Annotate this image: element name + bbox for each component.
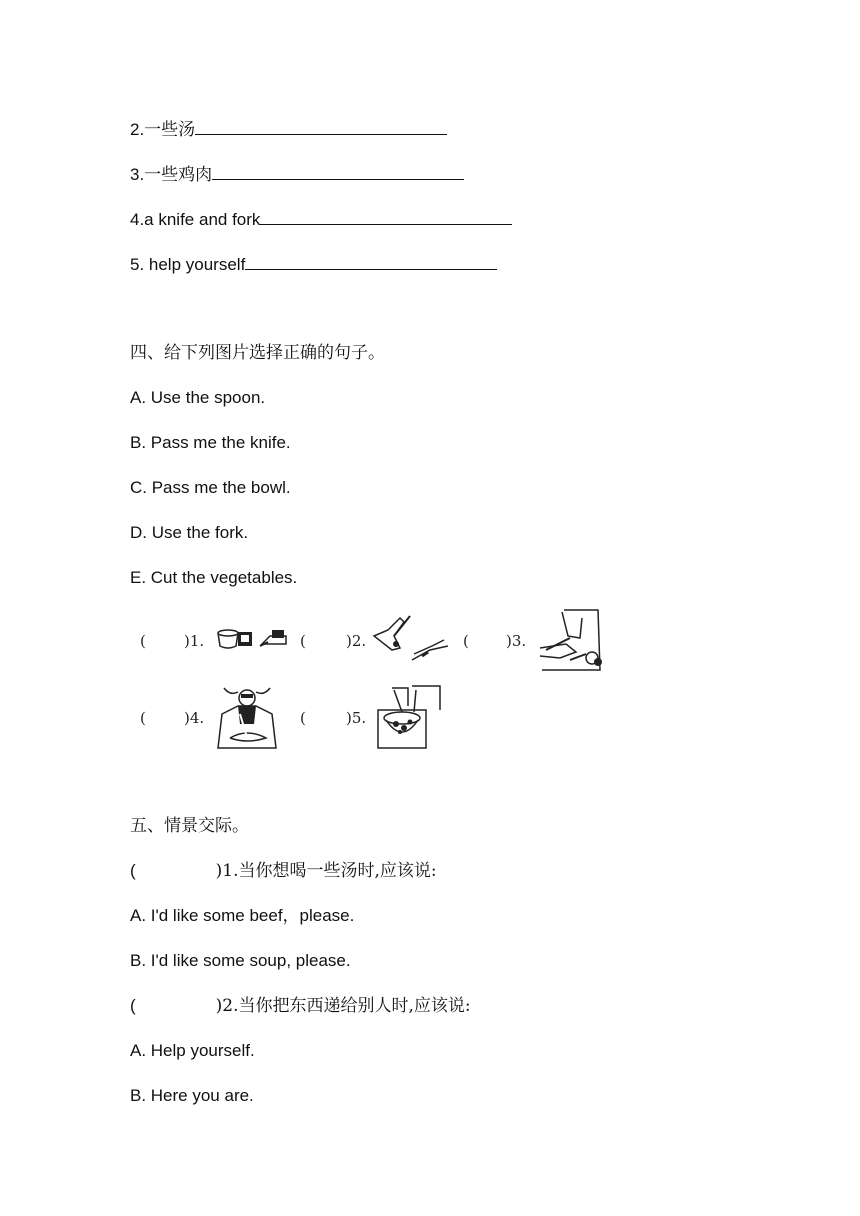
question-1-option-b: B. I'd like some soup, please. — [130, 951, 351, 970]
fill-item-prompt: 2.一些汤 — [130, 120, 196, 139]
vegetables-bowl-icon — [374, 684, 446, 750]
answer-blank[interactable] — [195, 117, 447, 135]
picture-1-number[interactable]: )1. — [184, 632, 205, 650]
fill-item-4 — [130, 207, 512, 231]
picture-5-number[interactable]: )5. — [346, 709, 367, 727]
picture-2-open: ( — [300, 632, 306, 650]
option-c: C. Pass me the bowl. — [130, 478, 291, 497]
picture-2-number[interactable]: )2. — [346, 632, 367, 650]
bowls-icon — [210, 626, 290, 652]
question-2 — [130, 995, 471, 1017]
picture-4-open: ( — [140, 709, 146, 727]
answer-paren-open[interactable]: ( — [130, 861, 136, 880]
picture-3-number[interactable]: )3. — [506, 632, 527, 650]
fill-item-prompt: 5. help yourself — [130, 255, 246, 274]
fill-item-2 — [130, 117, 447, 141]
question-1-prompt: )1.当你想喝一些汤时,应该说: — [215, 861, 437, 881]
answer-paren-open[interactable]: ( — [130, 996, 136, 1015]
question-2-prompt: )2.当你把东西递给别人时,应该说: — [215, 996, 471, 1016]
knife-pass-icon — [370, 614, 450, 666]
option-e: E. Cut the vegetables. — [130, 568, 298, 587]
option-b: B. Pass me the knife. — [130, 433, 291, 452]
question-2-option-a: A. Help yourself. — [130, 1041, 255, 1060]
picture-1-open: ( — [140, 632, 146, 650]
fill-item-5 — [130, 252, 497, 276]
question-1-option-a: A. I'd like some beef，please. — [130, 906, 355, 925]
option-a: A. Use the spoon. — [130, 388, 266, 407]
answer-blank[interactable] — [245, 252, 497, 270]
picture-3-open: ( — [463, 632, 469, 650]
question-1 — [130, 860, 437, 882]
spoon-eating-icon — [210, 684, 284, 752]
section-5-heading: 五、情景交际。 — [130, 816, 249, 836]
fill-item-prompt: 3.一些鸡肉 — [130, 165, 213, 184]
picture-5-open: ( — [300, 709, 306, 727]
answer-blank[interactable] — [212, 162, 464, 180]
answer-blank[interactable] — [260, 207, 512, 225]
fill-item-3 — [130, 162, 464, 186]
option-d: D. Use the fork. — [130, 523, 249, 542]
fork-use-icon — [536, 608, 606, 674]
picture-4-number[interactable]: )4. — [184, 709, 205, 727]
question-2-option-b: B. Here you are. — [130, 1086, 254, 1105]
fill-item-prompt: 4.a knife and fork — [130, 210, 261, 229]
section-4-heading: 四、给下列图片选择正确的句子。 — [130, 343, 385, 363]
